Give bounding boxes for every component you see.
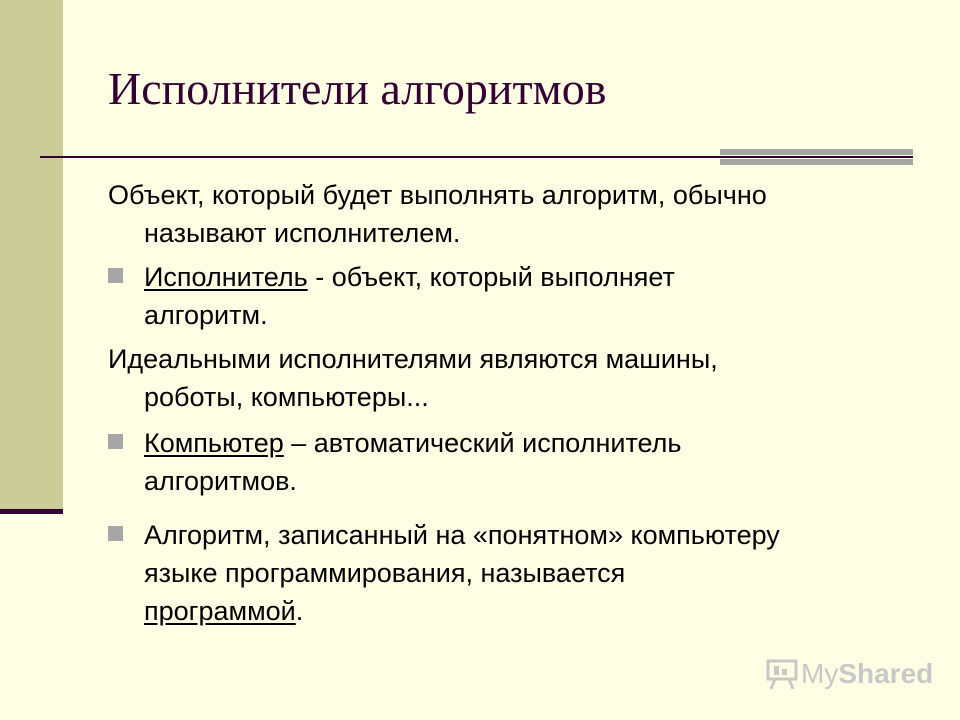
- paragraph-line: называют исполнителем.: [144, 218, 461, 248]
- bullet-item-computer: [144, 424, 914, 500]
- term-executor: Исполнитель: [144, 262, 308, 292]
- paragraph-ideal-executors: [108, 340, 908, 416]
- paragraph-line: роботы, компьютеры...: [144, 382, 429, 412]
- myshared-logo: [765, 656, 933, 692]
- paragraph-line: Объект, который будет выполнять алгоритм, обычно: [108, 180, 767, 210]
- bullet-icon: [108, 268, 123, 283]
- bullet-text: алгоритм.: [144, 300, 268, 330]
- slide-title: Исполнители алгоритмов: [108, 63, 607, 114]
- paragraph-executor-definition: [108, 176, 908, 252]
- title-underline: [40, 156, 913, 158]
- presentation-board-icon: [765, 658, 801, 690]
- term-computer: Компьютер: [144, 428, 284, 458]
- bullet-icon: [108, 434, 123, 449]
- sidebar-bar: [0, 0, 63, 512]
- title-rule-accent-bottom: [720, 159, 913, 165]
- bullet-text: – автоматический исполнитель: [283, 428, 682, 458]
- bullet-text: Алгоритм, записанный на «понятном» компьютеру: [144, 520, 780, 550]
- title-rule-accent-top: [720, 149, 913, 155]
- paragraph-line: Идеальными исполнителями являются машины,: [108, 344, 718, 374]
- bullet-icon: [108, 526, 123, 541]
- bullet-text: - объект, который выполняет: [307, 262, 675, 292]
- bullet-item-executor: [144, 258, 914, 334]
- logo-wordmark: MyShared: [801, 658, 934, 689]
- bullet-text: алгоритмов.: [144, 466, 297, 496]
- term-program: программой: [144, 596, 296, 626]
- bullet-text: .: [295, 596, 304, 626]
- bullet-text: языке программирования, называется: [144, 558, 626, 588]
- sidebar-accent: [0, 509, 63, 514]
- bullet-item-program: [144, 516, 914, 630]
